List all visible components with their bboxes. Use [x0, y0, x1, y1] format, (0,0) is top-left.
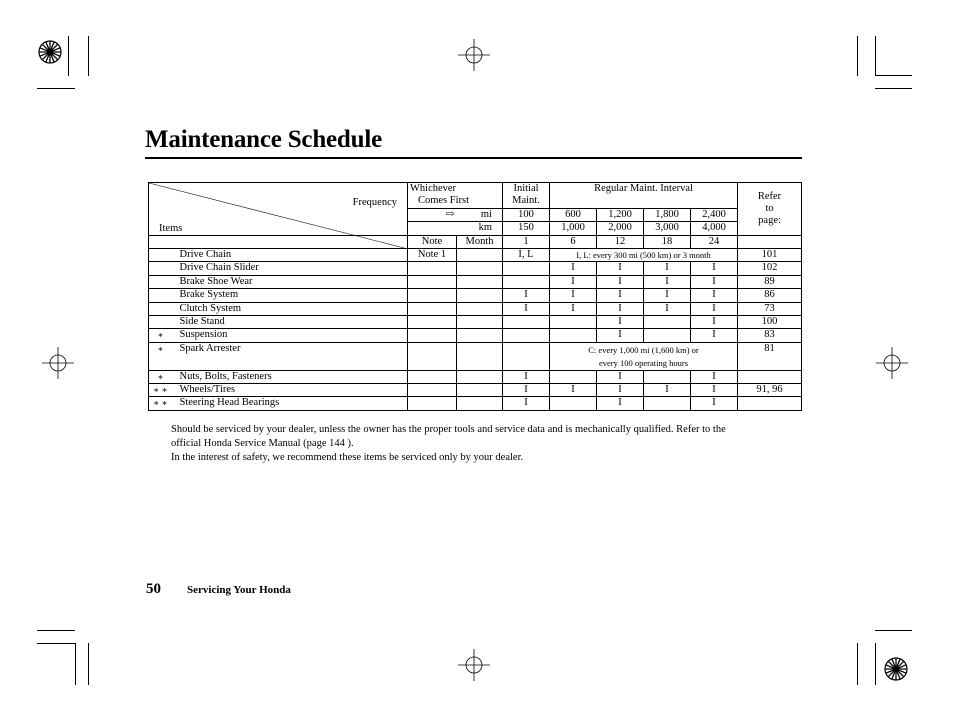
month-cell: [457, 384, 503, 397]
interval-cell: [550, 370, 597, 383]
initial-cell: I: [503, 370, 550, 383]
item-name: Suspension: [172, 329, 408, 342]
month-value: 12: [597, 235, 644, 248]
item-name: Steering Head Bearings: [172, 397, 408, 410]
month-cell: [457, 315, 503, 328]
initial-cell: I, L: [503, 248, 550, 261]
header-frequency: Frequency: [352, 197, 397, 208]
interval-cell: I: [691, 384, 738, 397]
dealer-mark: ∗ ∗: [149, 384, 172, 397]
page-ref: 81: [738, 342, 802, 370]
crosshair-registration-icon: [458, 39, 490, 71]
section-name: Servicing Your Honda: [187, 584, 291, 596]
page-ref: 101: [738, 248, 802, 261]
interval-cell: [550, 329, 597, 342]
table-row: [149, 384, 802, 397]
crosshair-registration-icon: [42, 347, 74, 379]
crop-mark: [857, 36, 858, 76]
page-ref: 102: [738, 262, 802, 275]
crop-mark: [875, 36, 876, 76]
footnote-line-2: official Honda Service Manual (page 144 ).: [171, 438, 354, 449]
interval-cell: I: [691, 315, 738, 328]
note-cell: [408, 370, 457, 383]
initial-cell: [503, 315, 550, 328]
sunburst-registration-icon: [38, 40, 62, 64]
interval-cell: I: [597, 370, 644, 383]
initial-cell: I: [503, 397, 550, 410]
interval-cell: I: [597, 315, 644, 328]
mi-value: 1,800: [644, 208, 691, 221]
month-cell: [457, 370, 503, 383]
month-cell: [457, 248, 503, 261]
crop-mark: [88, 36, 89, 76]
header-initial: Initial: [503, 183, 550, 196]
interval-cell: I: [644, 289, 691, 302]
km-value: 2,000: [597, 222, 644, 235]
page-number: 50: [146, 581, 161, 597]
item-name: Drive Chain: [172, 248, 408, 261]
interval-cell: I: [644, 302, 691, 315]
footnote-dealer-service: [171, 423, 811, 451]
item-name: Spark Arrester: [172, 342, 408, 370]
note-cell: [408, 289, 457, 302]
note-cell: [408, 302, 457, 315]
item-name: Brake Shoe Wear: [172, 275, 408, 288]
page-ref: 86: [738, 289, 802, 302]
crop-mark: [37, 88, 75, 89]
table-row: [149, 275, 802, 288]
note-cell: [408, 315, 457, 328]
header-page: page:: [758, 214, 781, 226]
span-line-2: every 100 operating hours: [599, 357, 689, 368]
interval-cell: I: [691, 329, 738, 342]
crop-mark: [68, 36, 69, 76]
interval-cell: I: [597, 397, 644, 410]
page-ref: 73: [738, 302, 802, 315]
km-value: 1,000: [550, 222, 597, 235]
interval-cell: I: [597, 329, 644, 342]
interval-cell: I: [550, 302, 597, 315]
item-name: Brake System: [172, 289, 408, 302]
page-ref: 100: [738, 315, 802, 328]
initial-cell: [503, 329, 550, 342]
month-cell: [457, 302, 503, 315]
month-cell: [457, 289, 503, 302]
interval-cell: I: [644, 275, 691, 288]
span-line-1: C: every 1,000 mi (1,600 km) or: [588, 344, 699, 355]
header-refer: Refer: [757, 190, 782, 202]
interval-cell: I: [691, 397, 738, 410]
crop-mark: [857, 643, 858, 685]
initial-cell: I: [503, 384, 550, 397]
interval-cell: I: [597, 302, 644, 315]
table-row: [149, 370, 802, 383]
crop-mark: [37, 630, 75, 631]
crop-mark: [875, 75, 912, 76]
month-value: 18: [644, 235, 691, 248]
dealer-mark: [149, 275, 172, 288]
crop-mark: [875, 643, 876, 685]
item-name: Side Stand: [172, 315, 408, 328]
initial-cell: I: [503, 289, 550, 302]
header-month: Month: [457, 235, 503, 248]
dealer-mark: ∗: [149, 329, 172, 342]
month-cell: [457, 329, 503, 342]
item-name: Clutch System: [172, 302, 408, 315]
interval-cell: I: [597, 384, 644, 397]
sunburst-registration-icon: [884, 657, 908, 681]
month-cell: [457, 342, 503, 370]
month-cell: [457, 262, 503, 275]
arrow-icon: ⇨: [408, 208, 457, 221]
header-row-1: [149, 183, 802, 196]
interval-cell: I: [597, 275, 644, 288]
header-regular-interval: Regular Maint. Interval: [550, 183, 738, 196]
initial-cell: I: [503, 302, 550, 315]
interval-cell: I: [691, 289, 738, 302]
dealer-mark: [149, 315, 172, 328]
initial-cell: [503, 342, 550, 370]
crop-mark: [875, 630, 912, 631]
header-comes-first: Comes First: [408, 195, 457, 208]
crop-mark: [75, 643, 76, 685]
interval-cell: I: [644, 384, 691, 397]
km-value: 4,000: [691, 222, 738, 235]
mi-value: 2,400: [691, 208, 738, 221]
maintenance-schedule-table: [148, 182, 802, 411]
km-value: 150: [503, 222, 550, 235]
header-note: Note: [408, 235, 457, 248]
page-ref: [738, 397, 802, 410]
page-ref: [738, 370, 802, 383]
crop-mark: [88, 643, 89, 685]
item-name: Wheels/Tires: [172, 384, 408, 397]
interval-cell: I: [691, 275, 738, 288]
table-row: [149, 342, 802, 370]
interval-cell: [550, 397, 597, 410]
table-row: [149, 329, 802, 342]
interval-cell: I: [644, 262, 691, 275]
header-km: km: [457, 222, 503, 235]
interval-cell: I: [597, 262, 644, 275]
initial-cell: [503, 275, 550, 288]
mi-value: 100: [503, 208, 550, 221]
header-corner-cell: [149, 183, 408, 236]
note-cell: [408, 275, 457, 288]
interval-cell: I: [597, 289, 644, 302]
diagonal-divider: [149, 183, 408, 249]
item-name: Nuts, Bolts, Fasteners: [172, 370, 408, 383]
note-cell: [408, 262, 457, 275]
mi-value: 600: [550, 208, 597, 221]
mi-value: 1,200: [597, 208, 644, 221]
header-whichever: Whichever: [408, 183, 457, 196]
footnote-line-1: Should be serviced by your dealer, unless the owner has the proper tools and service data and is mechanically qualified. Refer to the: [171, 424, 726, 435]
note-cell: [408, 342, 457, 370]
interval-cell: I: [550, 275, 597, 288]
dealer-mark: [149, 302, 172, 315]
km-value: 3,000: [644, 222, 691, 235]
note-cell: [408, 329, 457, 342]
header-refer-cell: [738, 183, 802, 236]
interval-cell: [644, 397, 691, 410]
page-ref: 89: [738, 275, 802, 288]
interval-cell: [644, 370, 691, 383]
month-value: 24: [691, 235, 738, 248]
interval-span-cell: I, L: every 300 mi (500 km) or 3 month: [550, 248, 738, 261]
dealer-mark: ∗ ∗: [149, 397, 172, 410]
dealer-mark: [149, 248, 172, 261]
table-row: [149, 248, 802, 261]
item-name: Drive Chain Slider: [172, 262, 408, 275]
interval-cell: [550, 315, 597, 328]
crosshair-registration-icon: [876, 347, 908, 379]
header-to: to: [765, 202, 774, 214]
page-title: Maintenance Schedule: [145, 126, 382, 153]
initial-cell: [503, 262, 550, 275]
table-row: [149, 315, 802, 328]
crosshair-registration-icon: [458, 649, 490, 681]
note-cell: [408, 384, 457, 397]
crop-mark: [37, 643, 75, 644]
dealer-mark: ∗: [149, 370, 172, 383]
interval-cell: [644, 315, 691, 328]
footnote-safety: In the interest of safety, we recommend these items be serviced only by your dealer.: [171, 452, 524, 463]
header-maint: Maint.: [503, 195, 550, 208]
interval-cell: I: [550, 384, 597, 397]
interval-cell: I: [550, 262, 597, 275]
page-ref: 91, 96: [738, 384, 802, 397]
crop-mark: [875, 88, 912, 89]
note-cell: Note 1: [408, 248, 457, 261]
month-value: 6: [550, 235, 597, 248]
dealer-mark: [149, 289, 172, 302]
interval-span-cell: [550, 342, 738, 370]
interval-cell: I: [691, 262, 738, 275]
dealer-mark: [149, 262, 172, 275]
table-row: [149, 262, 802, 275]
note-cell: [408, 397, 457, 410]
table-row: [149, 397, 802, 410]
month-cell: [457, 275, 503, 288]
table-row: [149, 289, 802, 302]
dealer-mark: ∗: [149, 342, 172, 370]
interval-cell: I: [691, 370, 738, 383]
month-value: 1: [503, 235, 550, 248]
interval-cell: I: [550, 289, 597, 302]
table-row: [149, 302, 802, 315]
title-rule: [145, 157, 802, 159]
interval-cell: I: [691, 302, 738, 315]
interval-cell: [644, 329, 691, 342]
month-cell: [457, 397, 503, 410]
header-mi: mi: [457, 208, 503, 221]
header-items: Items: [159, 223, 183, 234]
page-ref: 83: [738, 329, 802, 342]
